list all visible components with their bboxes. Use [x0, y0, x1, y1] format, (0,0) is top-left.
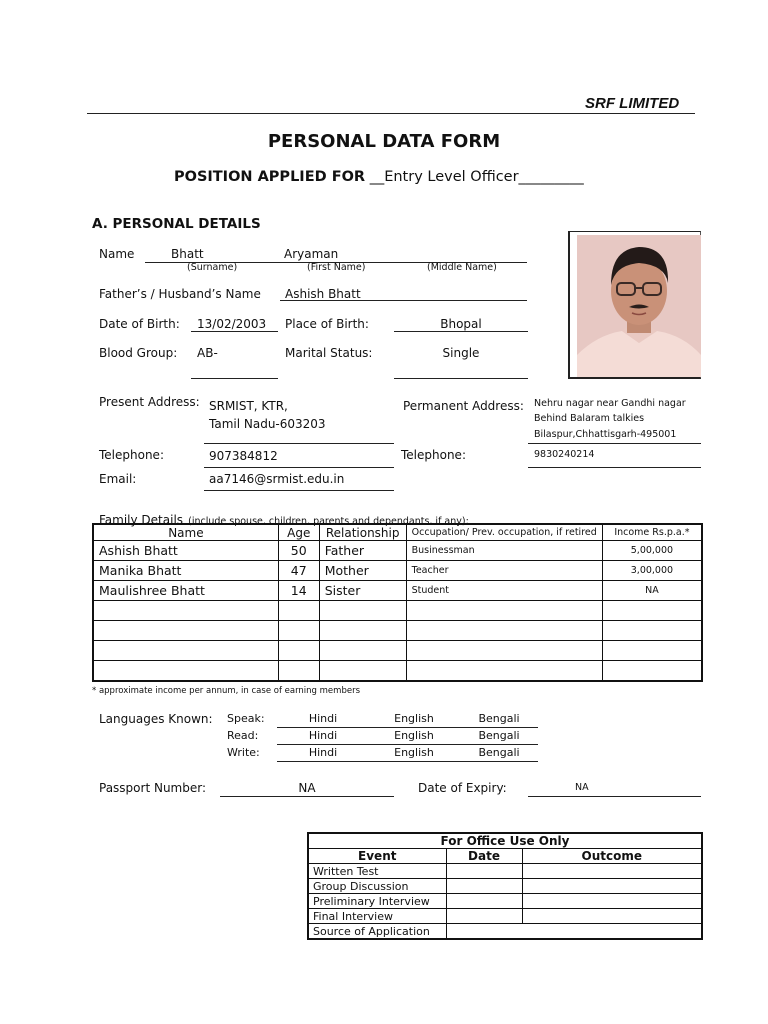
family-member-relationship: Sister [319, 581, 406, 601]
office-event: Written Test [308, 864, 446, 879]
family-member-income: 3,00,000 [602, 561, 702, 581]
office-date [446, 909, 522, 924]
office-date [446, 894, 522, 909]
family-member-occupation: Businessman [406, 541, 602, 561]
section-heading: A. PERSONAL DETAILS [92, 216, 261, 232]
family-member-age: 50 [278, 541, 319, 561]
passport-expiry-label: Date of Expiry: [418, 781, 507, 795]
family-member-name: Ashish Bhatt [93, 541, 278, 561]
table-row [93, 601, 702, 621]
read-label: Read: [227, 729, 259, 742]
telephone-underline [204, 467, 394, 468]
applicant-photo-illustration [577, 235, 701, 377]
family-member-income: 5,00,000 [602, 541, 702, 561]
table-row [93, 661, 702, 682]
speak-language-2: English [394, 712, 434, 725]
first-name-caption: (First Name) [307, 262, 366, 273]
present-address-label: Present Address: [99, 395, 200, 409]
surname-caption: (Surname) [187, 262, 238, 273]
office-title-row [308, 833, 702, 849]
family-member-income [602, 621, 702, 641]
pob-value: Bhopal [440, 317, 482, 331]
family-member-income [602, 601, 702, 621]
office-event: Source of Application [308, 924, 446, 940]
family-member-relationship [319, 621, 406, 641]
email-label: Email: [99, 472, 137, 486]
family-member-name [93, 621, 278, 641]
telephone-label: Telephone: [99, 448, 164, 462]
write-language-1: Hindi [308, 746, 338, 759]
applicant-photo [577, 235, 701, 377]
family-col-relationship: Relationship [319, 524, 406, 541]
pob-label: Place of Birth: [285, 317, 369, 331]
income-footnote: * approximate income per annum, in case of earning members [92, 686, 360, 696]
table-row [308, 879, 702, 894]
name-label: Name [99, 247, 135, 261]
family-member-occupation [406, 601, 602, 621]
passport-expiry-underline [528, 796, 701, 797]
family-member-name [93, 641, 278, 661]
office-event: Preliminary Interview [308, 894, 446, 909]
present-address-underline [204, 443, 394, 444]
present-address-line1: SRMIST, KTR, [209, 399, 288, 413]
family-member-relationship [319, 601, 406, 621]
passport-number-label: Passport Number: [99, 781, 207, 795]
permanent-address-line3: Bilaspur,Chhattisgarh-495001 [534, 429, 677, 440]
dob-underline [191, 331, 278, 332]
pob-underline [394, 331, 528, 332]
speak-language-3: Bengali [478, 712, 520, 725]
office-event: Group Discussion [308, 879, 446, 894]
office-col-date: Date [446, 849, 522, 864]
position-value: __Entry Level Officer_________ [369, 169, 584, 185]
table-row [93, 541, 702, 561]
write-language-2: English [394, 746, 434, 759]
family-member-relationship [319, 661, 406, 682]
surname-value: Bhatt [171, 247, 204, 261]
marital-status-value: Single [442, 346, 480, 360]
permanent-address-line2: Behind Balaram talkies [534, 413, 645, 424]
family-member-relationship: Mother [319, 561, 406, 581]
table-row [308, 924, 702, 940]
office-outcome [522, 894, 702, 909]
family-member-age: 14 [278, 581, 319, 601]
blood-group-label: Blood Group: [99, 346, 178, 360]
office-use-title: For Office Use Only [308, 833, 702, 849]
read-underline [277, 744, 538, 745]
family-member-age [278, 601, 319, 621]
passport-number-underline [220, 796, 394, 797]
telephone-value: 907384812 [209, 449, 278, 463]
office-event: Final Interview [308, 909, 446, 924]
first-name-value: Aryaman [284, 247, 339, 261]
office-outcome [522, 909, 702, 924]
form-title: PERSONAL DATA FORM [267, 131, 501, 152]
permanent-address-line1: Nehru nagar near Gandhi nagar [534, 398, 686, 409]
office-date [446, 879, 522, 894]
family-table-header [93, 524, 702, 541]
present-address-line2: Tamil Nadu-603203 [209, 417, 326, 431]
email-value: aa7146@srmist.edu.in [209, 472, 345, 486]
read-language-1: Hindi [308, 729, 338, 742]
languages-label: Languages Known: [99, 712, 213, 726]
family-note: (include spouse, children, parents and dependants, if any): [188, 516, 469, 527]
office-use-table [307, 832, 703, 940]
telephone2-underline [528, 467, 701, 468]
office-outcome [522, 879, 702, 894]
father-underline [280, 300, 527, 301]
family-col-income: Income Rs.p.a.* [602, 524, 702, 541]
office-col-event: Event [308, 849, 446, 864]
email-underline [204, 490, 394, 491]
position-applied [174, 169, 584, 185]
write-underline [277, 761, 538, 762]
write-language-3: Bengali [478, 746, 520, 759]
table-row [308, 909, 702, 924]
family-member-age: 47 [278, 561, 319, 581]
passport-expiry-value: NA [575, 782, 589, 793]
father-value: Ashish Bhatt [285, 287, 361, 301]
marital-status-label: Marital Status: [285, 346, 373, 360]
table-row [93, 581, 702, 601]
company-name: SRF LIMITED [585, 95, 680, 112]
family-col-occupation: Occupation/ Prev. occupation, if retired [406, 524, 602, 541]
family-member-income: NA [602, 581, 702, 601]
permanent-address-label: Permanent Address: [403, 399, 524, 413]
office-header-row [308, 849, 702, 864]
office-col-outcome: Outcome [522, 849, 702, 864]
passport-number-value: NA [298, 781, 316, 795]
blood-group-underline [191, 378, 278, 379]
family-col-name: Name [93, 524, 278, 541]
read-language-3: Bengali [478, 729, 520, 742]
family-member-relationship [319, 641, 406, 661]
office-date [446, 864, 522, 879]
family-table [92, 523, 703, 682]
speak-language-1: Hindi [308, 712, 338, 725]
blood-group-value: AB- [197, 346, 218, 360]
family-member-occupation: Teacher [406, 561, 602, 581]
family-member-income [602, 641, 702, 661]
family-member-name [93, 661, 278, 682]
family-member-relationship: Father [319, 541, 406, 561]
position-label: POSITION APPLIED FOR [174, 169, 366, 185]
family-member-age [278, 661, 319, 682]
speak-label: Speak: [227, 712, 265, 725]
family-member-age [278, 621, 319, 641]
family-member-name [93, 601, 278, 621]
telephone2-value: 9830240214 [534, 449, 595, 460]
permanent-address-underline [528, 443, 701, 444]
telephone2-label: Telephone: [401, 448, 466, 462]
write-label: Write: [227, 746, 260, 759]
family-member-occupation: Student [406, 581, 602, 601]
dob-label: Date of Birth: [99, 317, 180, 331]
father-label: Father’s / Husband’s Name [99, 287, 261, 301]
family-member-age [278, 641, 319, 661]
family-col-age: Age [278, 524, 319, 541]
office-source-value [446, 924, 702, 940]
table-row [93, 561, 702, 581]
dob-value: 13/02/2003 [197, 317, 267, 331]
table-row [93, 641, 702, 661]
marital-status-underline [394, 378, 528, 379]
family-member-occupation [406, 641, 602, 661]
family-member-name: Manika Bhatt [93, 561, 278, 581]
family-label: Family Details [99, 513, 184, 527]
header-rule [87, 113, 695, 114]
office-outcome [522, 864, 702, 879]
table-row [93, 621, 702, 641]
table-row [308, 894, 702, 909]
family-member-occupation [406, 661, 602, 682]
middle-name-caption: (Middle Name) [427, 262, 497, 273]
family-member-name: Maulishree Bhatt [93, 581, 278, 601]
speak-underline [277, 727, 538, 728]
table-row [308, 864, 702, 879]
family-member-occupation [406, 621, 602, 641]
read-language-2: English [394, 729, 434, 742]
family-member-income [602, 661, 702, 682]
